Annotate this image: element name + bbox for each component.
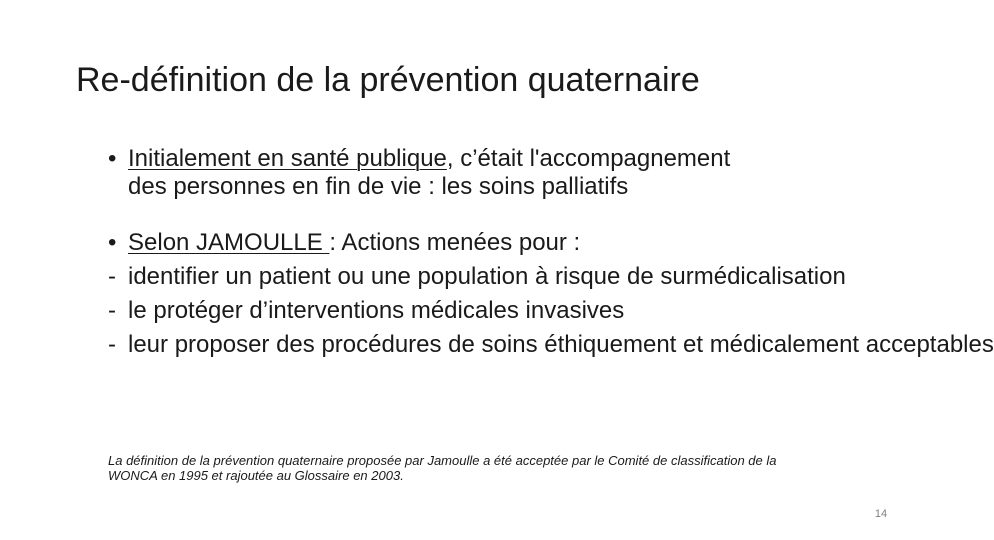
bullet-text: : Actions menées pour :	[329, 229, 581, 256]
dash-item-proposer	[108, 331, 994, 359]
underlined-text: Selon JAMOULLE	[128, 229, 330, 256]
dash-item-identifier	[108, 263, 928, 291]
dash-item-proteger	[108, 297, 928, 325]
dash-marker: -	[108, 331, 116, 358]
slide-body	[108, 140, 994, 359]
bullet-jamoulle	[108, 229, 928, 257]
dash-continuation: surmédicalisation	[660, 263, 846, 290]
bullet-initialement	[108, 145, 928, 201]
page-number: 14	[874, 508, 888, 520]
dash-text: leur proposer des procédures de soins éthiquement et	[128, 331, 704, 358]
footnote	[108, 453, 918, 483]
underlined-text: Initialement en santé publique	[128, 145, 447, 172]
dash-marker: -	[108, 297, 116, 324]
bullet-line	[128, 229, 928, 257]
bullet-line	[128, 145, 928, 173]
bullet-marker: •	[108, 145, 117, 172]
dash-text: le protéger d’interventions médicales invasives	[128, 297, 625, 324]
dash-marker: -	[108, 263, 116, 290]
footnote-line: WONCA en 1995 et rajoutée au Glossaire en 2003.	[108, 468, 404, 483]
slide-title: Re-définition de la prévention quaternaire	[76, 61, 700, 99]
dash-text: identifier un patient ou une population à risque de	[128, 263, 654, 290]
bullet-continuation: des personnes en fin de vie : les soins palliatifs	[128, 173, 629, 200]
bullet-text: , c’était l'accompagnement	[446, 145, 731, 172]
bullet-marker: •	[108, 229, 117, 256]
dash-continuation: médicalement acceptables	[709, 331, 994, 358]
footnote-line: La définition de la prévention quaternaire proposée par Jamoulle a été acceptée par le Comité de classification de la	[108, 453, 777, 468]
